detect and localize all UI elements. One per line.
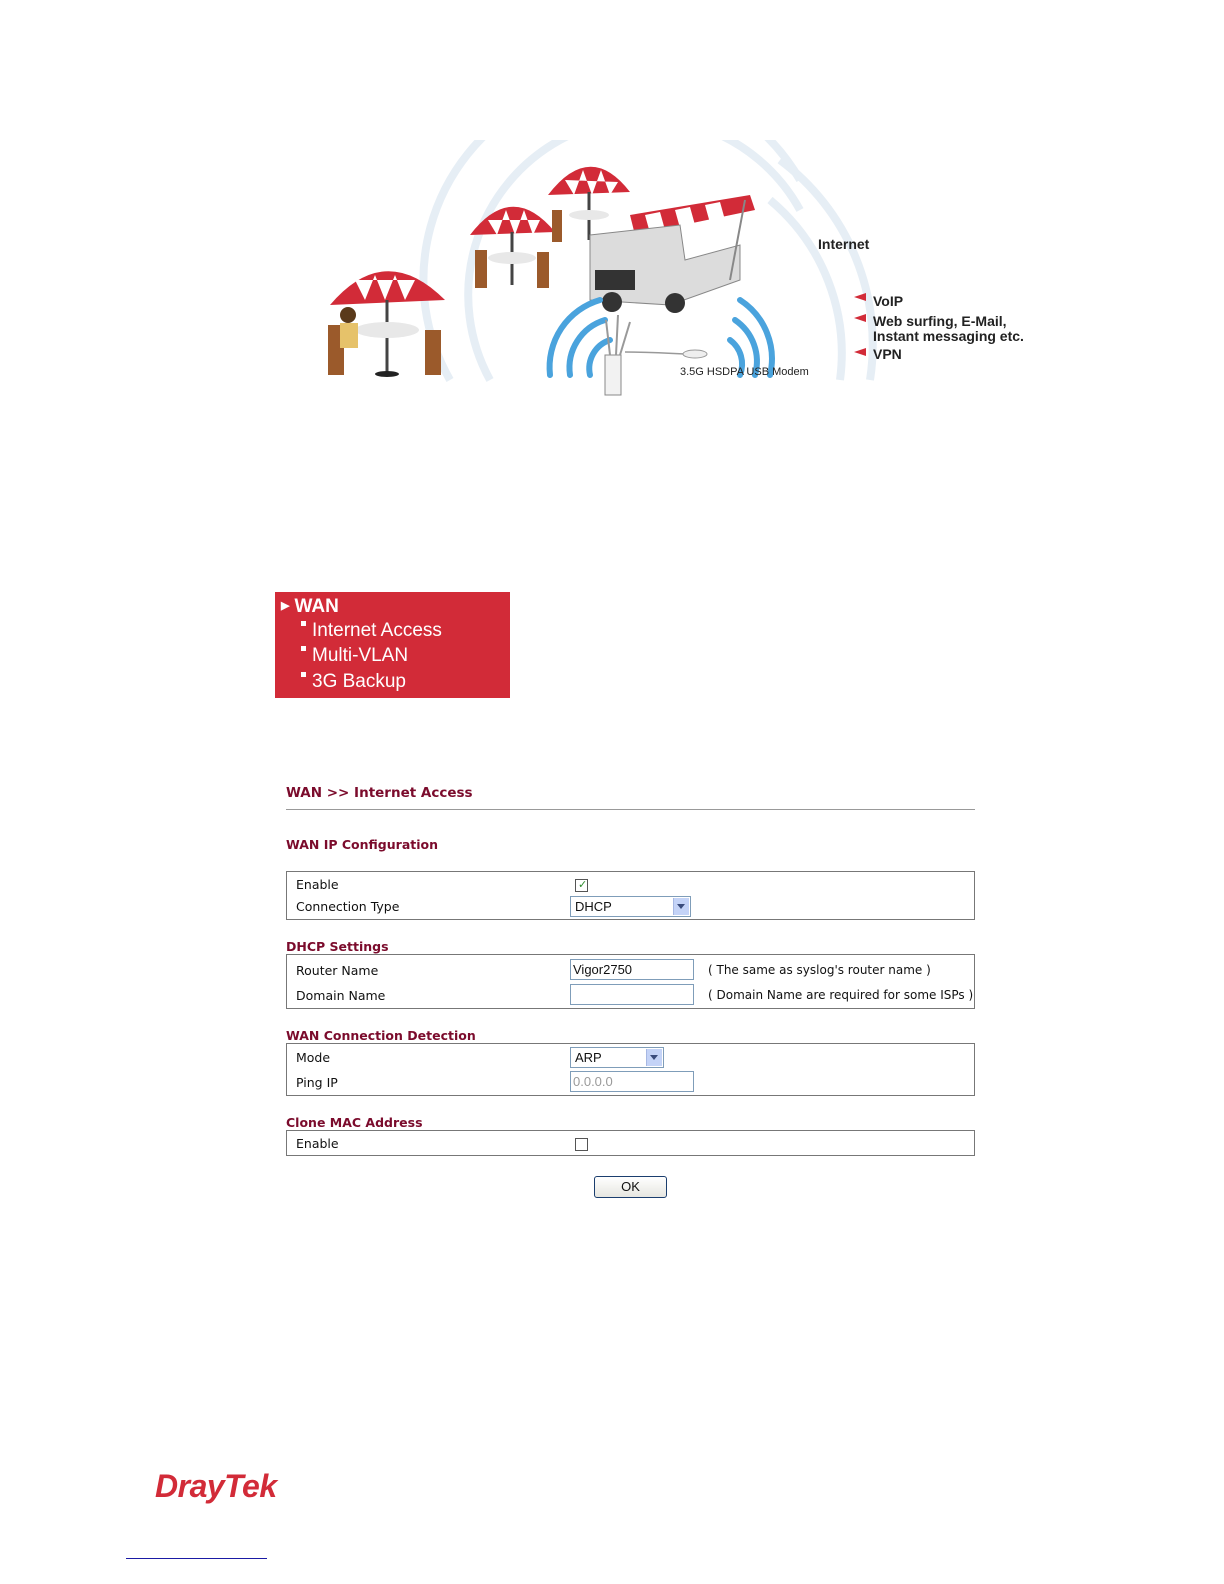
wireless-signal-icon bbox=[550, 300, 772, 375]
dhcp-settings-box bbox=[286, 954, 975, 1009]
arrow-icons bbox=[854, 293, 866, 356]
bullet-icon bbox=[301, 646, 306, 651]
draytek-logo: DrayTek bbox=[155, 1468, 277, 1504]
router-name-input[interactable] bbox=[570, 959, 694, 980]
ping-ip-input[interactable] bbox=[570, 1071, 694, 1092]
router-name-value: Vigor2750 bbox=[573, 962, 633, 977]
section-title-wan-ip: WAN IP Configuration bbox=[286, 837, 438, 852]
check-icon: ✓ bbox=[578, 878, 588, 891]
service-web: Web surfing, E-Mail, bbox=[873, 313, 1007, 329]
wan-menu-title[interactable] bbox=[281, 596, 339, 618]
connection-type-value: DHCP bbox=[575, 899, 612, 914]
connection-type-select[interactable] bbox=[570, 896, 691, 917]
service-vpn: VPN bbox=[873, 346, 902, 362]
menu-item-label: Internet Access bbox=[312, 620, 442, 641]
menu-item-3g-backup[interactable] bbox=[301, 671, 406, 693]
bullet-icon bbox=[301, 621, 306, 626]
enable-label: Enable bbox=[296, 877, 339, 892]
section-title-detection: WAN Connection Detection bbox=[286, 1028, 476, 1043]
wan-menu-title-label: WAN bbox=[294, 596, 339, 617]
router-name-hint: ( The same as syslog's router name ) bbox=[708, 963, 931, 977]
router-name-label: Router Name bbox=[296, 963, 379, 978]
domain-name-label: Domain Name bbox=[296, 988, 386, 1003]
clone-mac-box bbox=[286, 1130, 975, 1156]
ok-button[interactable]: OK bbox=[594, 1176, 667, 1198]
menu-item-label: Multi-VLAN bbox=[312, 645, 409, 666]
caret-right-icon: ▶ bbox=[281, 600, 290, 612]
wan-detection-box bbox=[286, 1043, 975, 1096]
domain-name-input[interactable] bbox=[570, 984, 694, 1005]
footer-divider bbox=[126, 1558, 267, 1559]
wan-ip-config-box bbox=[286, 871, 975, 920]
clone-mac-enable-label: Enable bbox=[296, 1136, 339, 1151]
mode-select[interactable] bbox=[570, 1047, 664, 1068]
service-messaging: Instant messaging etc. bbox=[873, 328, 1024, 344]
ping-ip-value: 0.0.0.0 bbox=[573, 1074, 613, 1089]
connection-type-label: Connection Type bbox=[296, 899, 400, 914]
section-title-clone-mac: Clone MAC Address bbox=[286, 1115, 423, 1130]
service-voip: VoIP bbox=[873, 293, 904, 309]
internet-label: Internet bbox=[818, 236, 870, 252]
truck-icon bbox=[590, 195, 755, 313]
title-divider bbox=[286, 809, 975, 810]
router-icon bbox=[605, 315, 707, 395]
ping-ip-label: Ping IP bbox=[296, 1075, 338, 1090]
menu-item-label: 3G Backup bbox=[312, 671, 406, 692]
chevron-down-icon[interactable] bbox=[673, 898, 689, 915]
section-title-dhcp: DHCP Settings bbox=[286, 939, 389, 954]
menu-item-internet-access[interactable] bbox=[301, 620, 442, 642]
mode-value: ARP bbox=[575, 1050, 602, 1065]
domain-name-hint: ( Domain Name are required for some ISPs ) bbox=[708, 988, 974, 1002]
mode-label: Mode bbox=[296, 1050, 331, 1065]
chevron-down-icon[interactable] bbox=[646, 1049, 662, 1066]
umbrella-top-icon bbox=[548, 167, 630, 242]
clone-mac-enable-checkbox[interactable] bbox=[575, 1138, 588, 1151]
menu-item-multi-vlan[interactable] bbox=[301, 645, 408, 667]
bullet-icon bbox=[301, 672, 306, 677]
modem-label: 3.5G HSDPA USB Modem bbox=[680, 366, 809, 378]
page-title: WAN >> Internet Access bbox=[286, 785, 473, 801]
wan-menu bbox=[275, 592, 510, 698]
hsdpa-illustration bbox=[300, 140, 1060, 410]
wan-enable-checkbox[interactable] bbox=[575, 879, 588, 892]
